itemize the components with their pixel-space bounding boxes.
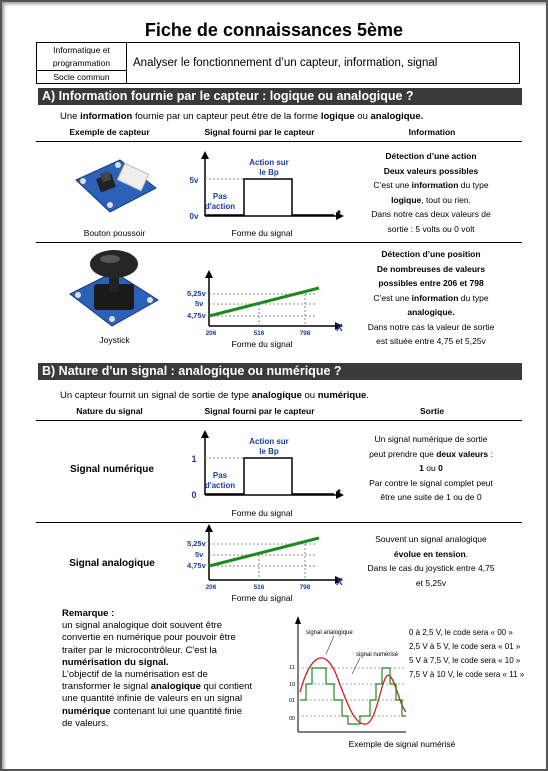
col-signal-header: Signal fourni par le capteur xyxy=(204,127,315,137)
subject-cell xyxy=(37,43,127,71)
svg-text:4,75v: 4,75v xyxy=(187,561,206,570)
col-info-header: Information xyxy=(408,127,456,137)
divider xyxy=(36,141,522,142)
divider xyxy=(36,242,522,243)
push-button-module-image xyxy=(68,150,160,220)
svg-text:X: X xyxy=(336,323,343,334)
section-b-heading: B) Nature d'un signal : analogique ou numérique ? xyxy=(38,363,522,380)
logic-signal-graph xyxy=(184,151,346,227)
section-a-heading: A) Information fournie par le capteur : logique ou analogique ? xyxy=(38,88,522,105)
output-analog: Souvent un signal analogique évolue en tension. Dans le cas du joystick entre 4,75 et 5,25v xyxy=(367,534,495,588)
svg-text:00: 00 xyxy=(289,716,296,722)
signal-caption: Forme du signal xyxy=(231,339,293,349)
svg-text:0: 0 xyxy=(191,490,197,500)
objective-text: Analyser le fonctionnement d’un capteur, information, signal xyxy=(133,57,438,69)
output-digital: Un signal numérique de sortie peut prendre que deux valeurs : 1 ou 0 Par contre le signal complet peut être une suite de 1 ou de 0 xyxy=(369,434,493,502)
svg-text:11: 11 xyxy=(289,665,295,671)
sensor-label: Bouton poussoir xyxy=(83,228,146,238)
svg-text:Action sur: Action sur xyxy=(249,437,289,446)
svg-text:01: 01 xyxy=(289,698,296,704)
signal-caption: Forme du signal xyxy=(231,593,293,603)
divider xyxy=(36,420,522,421)
svg-text:t: t xyxy=(337,486,341,500)
digital-signal-graph xyxy=(184,430,346,506)
svg-text:le Bp: le Bp xyxy=(259,168,279,177)
digital-signal-label: Signal numérique xyxy=(70,464,154,475)
signal-caption: Forme du signal xyxy=(231,508,293,518)
svg-text:5v: 5v xyxy=(195,550,204,559)
svg-text:signal numérisé: signal numérisé xyxy=(356,652,399,658)
svg-text:5v: 5v xyxy=(195,299,204,308)
divider xyxy=(36,522,522,523)
signal-caption: Forme du signal xyxy=(231,228,293,238)
svg-text:5,25v: 5,25v xyxy=(187,289,206,298)
remark-block: Remarque : un signal analogique doit souvent être convertie en numérique pour pouvoir être traiter par le microcontrôleur. C'est la numérisation du signal. L’objectif de la numérisation est de transformer le signal analogique qui contient une quantité infinie de valeurs en un signal numérique contenant lui une quantité finie de valeurs. xyxy=(62,608,253,729)
section-a-intro: Une information fournie par un capteur peut être de la forme logique ou analogique. xyxy=(60,111,424,122)
sensor-label: Joystick xyxy=(99,335,130,345)
svg-text:t: t xyxy=(337,207,341,221)
code-list: 0 à 2,5 V, le code sera « 00 » 2,5 V à 5 V, le code sera « 01 » 5 V à 7,5 V, le code sera « 10 » 7,5 V à 10 V, le code sera « 11 » xyxy=(409,628,525,679)
subject-line-2: programmation xyxy=(52,58,111,68)
svg-text:Pas: Pas xyxy=(212,471,228,480)
section-b-intro: Un capteur fournit un signal de sortie de type analogique ou numérique. xyxy=(60,390,369,401)
svg-text:516: 516 xyxy=(253,584,265,591)
analog-signal-graph xyxy=(187,270,347,338)
svg-text:5v: 5v xyxy=(189,176,199,185)
svg-text:Action sur: Action sur xyxy=(249,158,289,167)
subject-line-1: Informatique et xyxy=(53,45,110,55)
svg-text:5,25v: 5,25v xyxy=(187,539,206,548)
svg-text:Pas: Pas xyxy=(212,192,228,201)
svg-text:516: 516 xyxy=(253,330,265,337)
svg-text:1: 1 xyxy=(191,454,197,464)
svg-text:798: 798 xyxy=(299,330,311,337)
svg-text:d'action: d'action xyxy=(204,481,236,490)
svg-text:798: 798 xyxy=(299,584,311,591)
svg-text:10: 10 xyxy=(289,682,296,688)
col-example-header: Exemple de capteur xyxy=(69,127,150,137)
svg-text:X: X xyxy=(336,577,343,588)
digitized-signal-graph xyxy=(286,616,412,738)
svg-text:0v: 0v xyxy=(189,212,199,221)
col-signal-header: Signal fourni par le capteur xyxy=(204,406,315,416)
digitized-caption: Exemple de signal numérisé xyxy=(348,739,456,749)
svg-text:206: 206 xyxy=(205,330,217,337)
col-sortie-header: Sortie xyxy=(419,406,445,416)
analog-signal-graph-b xyxy=(187,524,347,592)
svg-text:206: 206 xyxy=(205,584,217,591)
svg-text:le Bp: le Bp xyxy=(259,447,279,456)
svg-text:4,75v: 4,75v xyxy=(187,311,206,320)
col-nature-header: Nature du signal xyxy=(76,406,143,416)
header-table xyxy=(36,42,520,84)
page-title: Fiche de connaissances 5ème xyxy=(144,20,404,40)
info-analog: Détection d’une position De nombreuses de valeurs possibles entre 206 et 798 C’est une information du type analogique. Dans notre cas la valeur de sortie est située entre 4,75 et 5,25v xyxy=(367,249,495,346)
info-logic: Détection d’une action Deux valeurs possibles C’est une information du type logique, tout ou rien. Dans notre cas deux valeurs de sortie : 5 volts ou 0 volt xyxy=(371,151,491,234)
analog-signal-label: Signal analogique xyxy=(69,558,155,569)
joystick-module-image xyxy=(64,248,164,330)
svg-text:signal analogique: signal analogique xyxy=(306,630,353,636)
svg-text:d'action: d'action xyxy=(204,202,236,211)
socle-cell: Socle commun xyxy=(37,71,127,84)
